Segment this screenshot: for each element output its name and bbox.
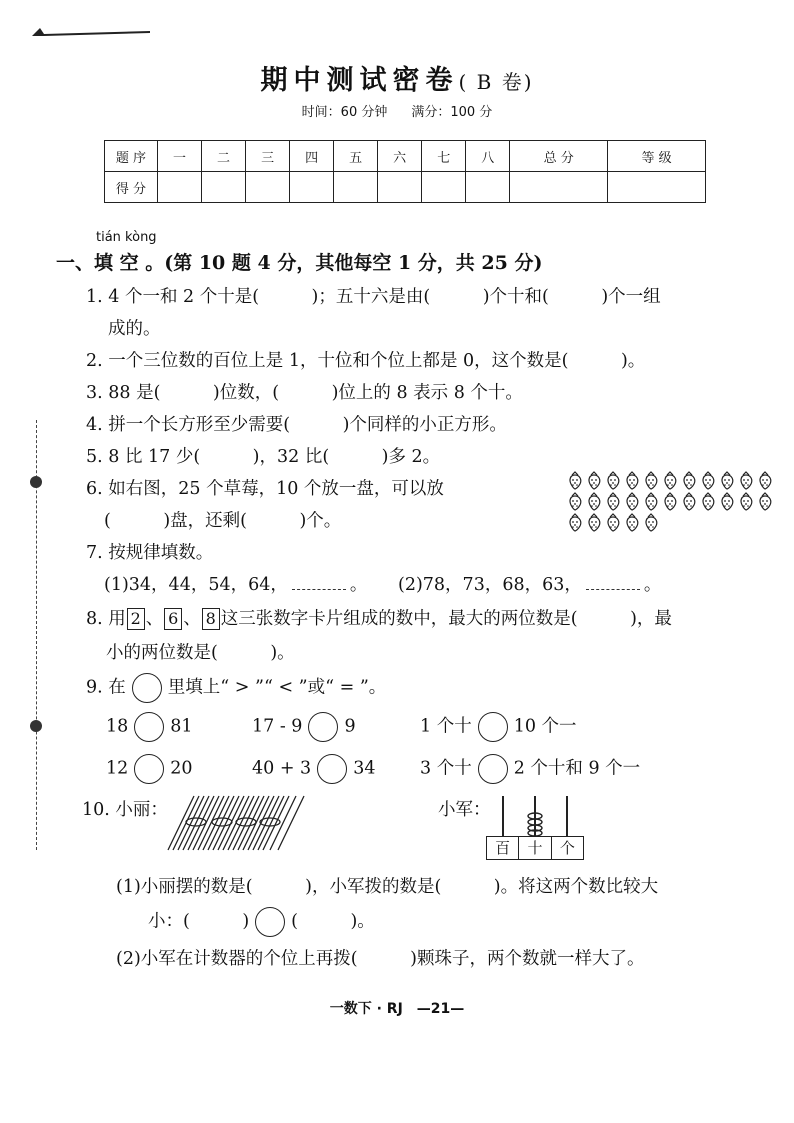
question-6-cont: ( )盘，还剩( )个。 — [104, 511, 342, 531]
compare-circle[interactable] — [134, 712, 164, 742]
compare-circle — [132, 673, 162, 703]
punch-hole — [30, 720, 42, 732]
question-7-1: (1)34，44，54，64， 。 — [104, 575, 368, 595]
question-7-2: (2)78，73，68，63， 。 — [398, 575, 662, 595]
question-2: 2. 一个三位数的百位上是 1，十位和个位上都是 0，这个数是( )。 — [86, 351, 646, 371]
compare-item: 18 81 — [106, 712, 193, 742]
compare-circle[interactable] — [308, 712, 338, 742]
strawberries-picture — [566, 470, 780, 536]
question-5: 5. 8 比 17 少( )，32 比( )多 2。 — [86, 447, 441, 467]
question-1: 1. 4 个一和 2 个十是( )；五十六是由( )个十和( )个一组 — [86, 287, 661, 307]
compare-circle[interactable] — [134, 754, 164, 784]
question-10-xiaoli: 10. 小丽： — [82, 800, 168, 820]
score-cell[interactable] — [378, 172, 422, 203]
compare-circle[interactable] — [478, 712, 508, 742]
question-6: 6. 如右图，25 个草莓，10 个放一盘，可以放 — [86, 479, 444, 499]
question-8: 8. 用 2 、 6 、 8 这三张数字卡片组成的数中，最大的两位数是( )，最 — [86, 609, 672, 629]
compare-item: 17 - 9 9 — [252, 712, 356, 742]
score-cell[interactable] — [202, 172, 246, 203]
exam-meta: 时间：60 分钟 满分：100 分 — [301, 105, 493, 120]
abacus-rod — [502, 796, 504, 836]
number-card: 2 — [127, 608, 145, 630]
sticks-bundle-picture — [166, 792, 308, 854]
compare-circle[interactable] — [478, 754, 508, 784]
abacus-beads — [526, 812, 544, 836]
corner-decoration — [30, 28, 150, 38]
question-10-1-cont: 小：( ) ( )。 — [148, 907, 375, 937]
question-10-2: (2)小军在计数器的个位上再拨( )颗珠子，两个数就一样大了。 — [116, 949, 645, 969]
score-table-score-row: 得 分 — [105, 172, 706, 203]
score-cell[interactable] — [608, 172, 706, 203]
score-table-header-row: 题 序 一 二 三 四 五 六 七 八 总 分 等 级 — [105, 141, 706, 172]
score-cell[interactable] — [510, 172, 608, 203]
abacus-rod — [566, 796, 568, 836]
score-cell[interactable] — [158, 172, 202, 203]
score-cell[interactable] — [246, 172, 290, 203]
number-card: 8 — [202, 608, 220, 630]
compare-item: 1 个十 10 个一 — [420, 712, 577, 742]
score-cell[interactable] — [290, 172, 334, 203]
compare-item: 3 个十 2 个十和 9 个一 — [420, 754, 640, 784]
question-9: 9. 在 里填上“ > ”“ < ”或“ = ”。 — [86, 673, 386, 703]
score-cell[interactable] — [466, 172, 510, 203]
score-table — [104, 140, 706, 203]
compare-circle[interactable] — [317, 754, 347, 784]
compare-item: 12 20 — [106, 754, 193, 784]
compare-item: 40 + 3 34 — [252, 754, 375, 784]
punch-hole — [30, 476, 42, 488]
compare-circle[interactable] — [255, 907, 285, 937]
number-card: 6 — [164, 608, 182, 630]
question-10-1: (1)小丽摆的数是( )，小军拨的数是( )。将这两个数比较大 — [116, 877, 659, 897]
question-7: 7. 按规律填数。 — [86, 543, 214, 563]
question-10-xiaojun: 小军： — [438, 800, 491, 820]
question-4: 4. 拼一个长方形至少需要( )个同样的小正方形。 — [86, 415, 507, 435]
question-1-cont: 成的。 — [108, 319, 161, 339]
question-8-cont: 小的两位数是( )。 — [106, 643, 295, 663]
page-title: 期中测试密卷( B 卷) — [260, 65, 534, 96]
pinyin-annotation: tián kòng — [96, 230, 157, 245]
section-heading: 一、填 空 。(第 10 题 4 分，其他每空 1 分，共 25 分) — [56, 252, 543, 274]
abacus-place-labels: 百 十 个 — [486, 836, 584, 860]
question-3: 3. 88 是( )位数，( )位上的 8 表示 8 个十。 — [86, 383, 523, 403]
score-cell[interactable] — [334, 172, 378, 203]
page-footer: 一数下 · RJ —21— — [329, 1001, 465, 1017]
score-cell[interactable] — [422, 172, 466, 203]
